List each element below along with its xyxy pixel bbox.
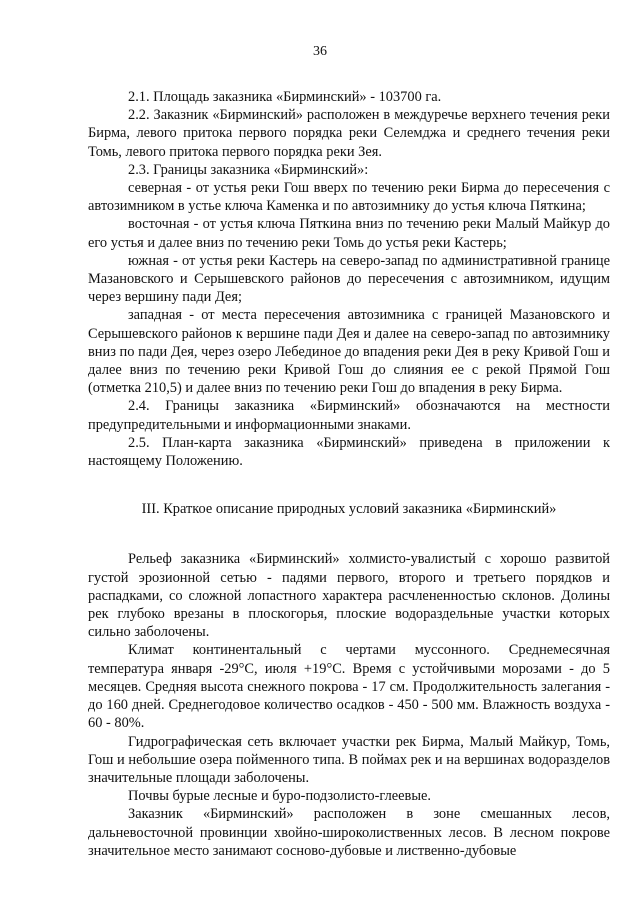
paragraph-location: 2.2. Заказник «Бирминский» расположен в междуречье верхнего течения реки Бирма, левого притока первого порядка реки Селемджа и среднего течения реки Томь, левого притока первого порядка реки Зея. [88, 107, 610, 160]
paragraph-forests: Заказник «Бирминский» расположен в зоне смешанных лесов, дальневосточной провинции хвойно-широколиственных лесов. В лесном покрове значительное место занимают сосново-дубовые и лиственно-дубовые [88, 806, 610, 859]
paragraph-boundary-south: южная - от устья реки Кастерь на северо-запад по административной границе Мазановского и Серышевского районов до пересечения с автозимником, идущим через вершину пади Дея; [88, 252, 610, 306]
paragraph-soils: Почвы бурые лесные и буро-подзолисто-глеевые. [128, 788, 431, 805]
paragraph-relief: Рельеф заказника «Бирминский» холмисто-увалистый с хорошо развитой густой эрозионной сетью - падями первого, второго и третьего порядков и распадками, со сложной лопастного характера расчлененностью склонов. Долины рек глубоко врезаны в плоскогорья, плоские водораздельные участки которых сильно заболочены. [88, 551, 610, 641]
paragraph-map-reference: 2.5. План-карта заказника «Бирминский» приведена в приложении к настоящему Положению. [88, 434, 610, 470]
paragraph-climate: Климат континентальный с чертами муссонного. Среднемесячная температура января -29°С, июля +19°С. Время с устойчивыми морозами - до 5 месяцев. Средняя высота снежного покрова - 17 см. Продолжительность залегания - до 160 дней. Среднегодовое количество осадков - 450 - 500 мм. Влажность воздуха - 60 - 80%. [88, 642, 610, 732]
document-body [88, 88, 610, 860]
paragraph-hydrography: Гидрографическая сеть включает участки рек Бирма, Малый Майкур, Томь, Гош и небольшие озера пойменного типа. В поймах рек и на вершинах водоразделов значительные площади заболочены. [88, 733, 610, 786]
paragraph-boundary-signs: 2.4. Границы заказника «Бирминский» обозначаются на местности предупредительными и информационными знаками. [88, 398, 610, 433]
paragraph-area: 2.1. Площадь заказника «Бирминский» - 103700 га. [128, 89, 442, 105]
section-heading: III. Краткое описание природных условий заказника «Бирминский» [141, 501, 557, 518]
paragraph-boundary-west: западная - от места пересечения автозимника с границей Мазановского и Серышевского районов к вершине пади Дея и далее на северо-запад по автозимнику вниз по пади Дея, через озеро Лебединое до впадения реки Дея в реку Кривой Гош и далее вниз по течению реки Кривой Гош до слияния ее с рекой Прямой Гош (отметка 210,5) и далее вниз по течению реки Гош до впадения в реку Бирма. [88, 307, 610, 397]
paragraph-boundary-east: восточная - от устья ключа Пяткина вниз по течению реки Малый Майкур до его устья и далее вниз по течению реки Томь до устья реки Кастерь; [88, 216, 610, 251]
paragraph-boundary-north: северная - от устья реки Гош вверх по течению реки Бирма до пересечения с автозимником в устье ключа Каменка и по автозимнику до устья ключа Пяткина; [88, 180, 610, 215]
paragraph-boundaries-title: 2.3. Границы заказника «Бирминский»: [128, 161, 369, 178]
page-number: 36 [313, 44, 327, 59]
